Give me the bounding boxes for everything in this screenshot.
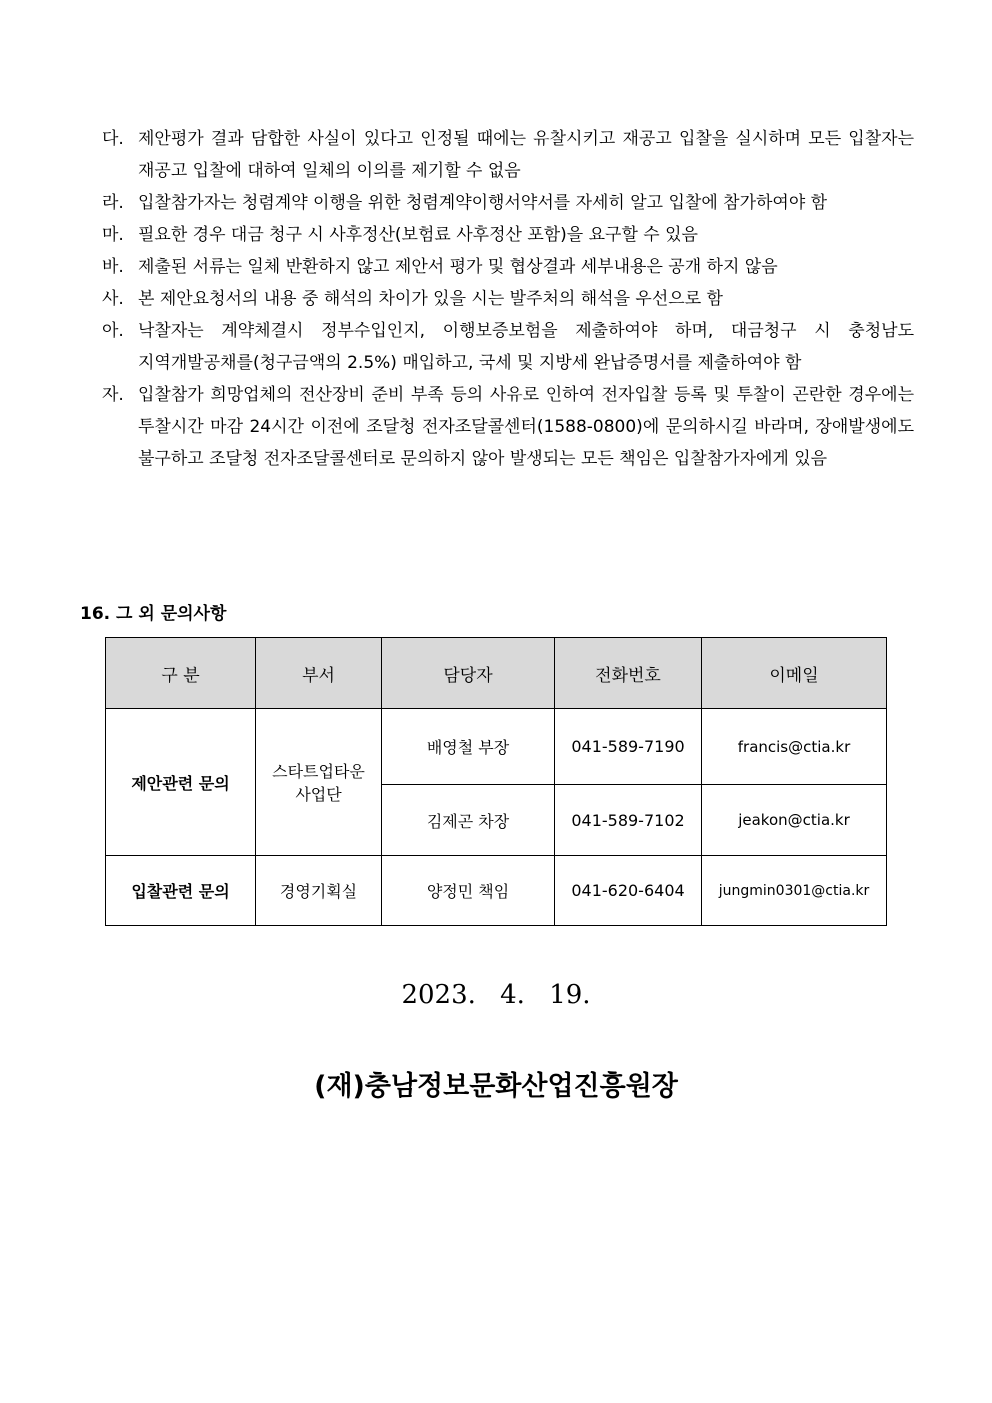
contact-table	[105, 637, 887, 926]
email-cell: jungmin0301@ctia.kr	[702, 856, 887, 926]
header-contact: 담당자	[382, 638, 555, 709]
notice-list	[102, 123, 914, 475]
table-row	[106, 856, 887, 926]
phone-cell: 041-620-6404	[555, 856, 702, 926]
contact-name-cell: 배영철 부장	[382, 709, 555, 785]
item-text: 입찰참가 희망업체의 전산장비 준비 부족 등의 사유로 인하여 전자입찰 등록 및 투찰이 곤란한 경우에는 투찰시간 마감 24시간 이전에 조달청 전자조달콜센터(1588-0800)에 문의하시길 바라며, 장애발생에도 불구하고 조달청 전자조달콜센터로 문의하지 않아 발생되는 모든 책임은 입찰참가자에게 있음	[138, 385, 914, 469]
phone-cell: 041-589-7190	[555, 709, 702, 785]
section-title: 16. 그 외 문의사항	[80, 604, 227, 624]
item-text: 제출된 서류는 일체 반환하지 않고 제안서 평가 및 협상결과 세부내용은 공개 하지 않음	[138, 257, 778, 277]
issuer-name: (재)충남정보문화산업진흥원장	[314, 1071, 678, 1102]
item-marker: 다.	[102, 129, 124, 149]
item-marker: 아.	[102, 321, 124, 341]
item-text: 필요한 경우 대금 청구 시 사후정산(보험료 사후정산 포함)을 요구할 수 있음	[138, 225, 698, 245]
contact-name-cell: 김제곤 차장	[382, 785, 555, 856]
list-item	[102, 315, 914, 379]
category-cell: 제안관련 문의	[106, 709, 256, 856]
dept-line: 사업단	[295, 785, 342, 804]
header-email: 이메일	[702, 638, 887, 709]
item-text: 제안평가 결과 담합한 사실이 있다고 인정될 때에는 유찰시키고 재공고 입찰을 실시하며 모든 입찰자는 재공고 입찰에 대하여 일체의 이의를 제기할 수 없음	[138, 129, 914, 181]
item-text: 입찰참가자는 청렴계약 이행을 위한 청렴계약이행서약서를 자세히 알고 입찰에 참가하여야 함	[138, 193, 828, 213]
list-item	[102, 219, 914, 251]
email-cell: jeakon@ctia.kr	[702, 785, 887, 856]
list-item	[102, 379, 914, 475]
email-cell: francis@ctia.kr	[702, 709, 887, 785]
item-marker: 마.	[102, 225, 124, 245]
item-marker: 바.	[102, 257, 124, 277]
contact-name-cell: 양정민 책임	[382, 856, 555, 926]
dept-cell	[256, 709, 382, 856]
item-marker: 사.	[102, 289, 124, 309]
item-text: 낙찰자는 계약체결시 정부수입인지, 이행보증보험을 제출하여야 하며, 대금청구 시 충청남도 지역개발공채를(청구금액의 2.5%) 매입하고, 국세 및 지방세 완납증명서를 제출하여야 함	[138, 321, 914, 373]
item-text: 본 제안요청서의 내용 중 해석의 차이가 있을 시는 발주처의 해석을 우선으로 함	[138, 289, 723, 309]
list-item	[102, 123, 914, 187]
list-item	[102, 251, 914, 283]
header-category: 구 분	[106, 638, 256, 709]
header-phone: 전화번호	[555, 638, 702, 709]
item-marker: 자.	[102, 385, 124, 405]
dept-line: 스타트업타운	[272, 762, 365, 781]
header-dept: 부서	[256, 638, 382, 709]
list-item	[102, 283, 914, 315]
table-row	[106, 709, 887, 785]
category-cell: 입찰관련 문의	[106, 856, 256, 926]
item-marker: 라.	[102, 193, 124, 213]
list-item	[102, 187, 914, 219]
dept-cell: 경영기획실	[256, 856, 382, 926]
table-header-row	[106, 638, 887, 709]
document-date: 2023. 4. 19.	[401, 980, 591, 1010]
phone-cell: 041-589-7102	[555, 785, 702, 856]
